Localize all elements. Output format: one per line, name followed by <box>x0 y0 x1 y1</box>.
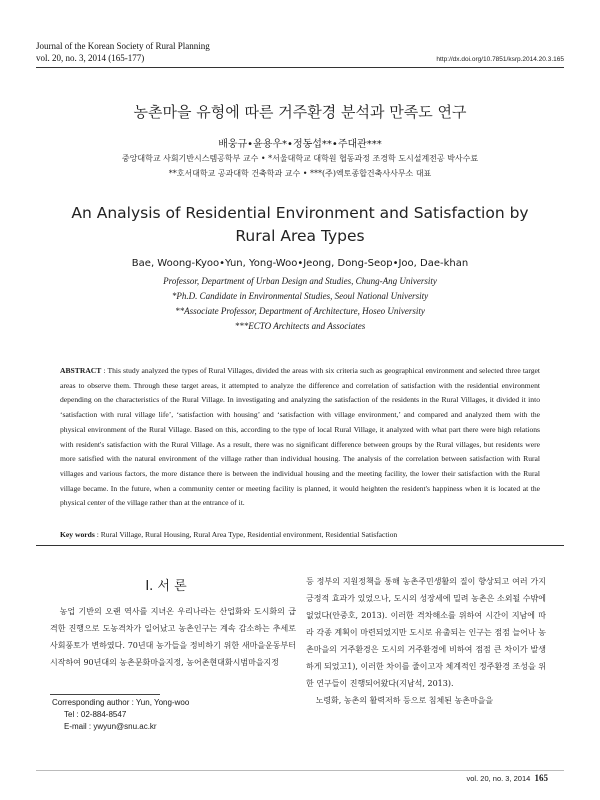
abstract-label: ABSTRACT <box>60 366 102 375</box>
journal-title: Journal of the Korean Society of Rural Planning <box>36 41 210 51</box>
journal-volume: vol. 20, no. 3, 2014 (165-177) <box>36 53 145 63</box>
page-number: 165 <box>534 773 548 783</box>
keywords-label: Key words <box>60 530 95 539</box>
body-paragraph-right-2: 노령화, 농촌의 활력저하 등으로 침체된 농촌마을을 <box>315 696 494 705</box>
english-title-line-2: Rural Area Types <box>235 227 365 245</box>
english-authors: Bae, Woong-Kyoo•Yun, Yong-Woo•Jeong, Dong-Seop•Joo, Dae-khan <box>131 258 469 269</box>
abstract-text: : This study analyzed the types of Rural Villages, divided the areas with six criteria such as geographical environment and selected three target areas to observe them. Through these target areas, it attempted to analyze the difference and correlation of satisfaction with the residential environment depending on the characteristics of the Rural Village. In investigating and analyzing the satisfaction of the residents in the Rural Villages, it divided it into ‘satisfaction with rural village life’, ‘satisfaction with housing’ and ‘satisfaction with village environment,’ and compared and analyzed them with the physical environment of the Rural Village. Based on this, according to the type of local Rural Village, it analyzed with what part there were high relations with resident's satisfaction with the Rural Village. As a result, there was no significant difference between groups by the Rural villages, but residents were more satisfied with the natural environment of the village rather than individual housing. The analysis of the correlation between satisfaction with Rural villages and various factors, the more distance there is between the individual housing and the meeting facility, the lower their satisfaction with the Rural village became. In the future, when a community center or meeting facility is planned, it would heighten the resident's happiness when it is located at the physical center of the village rather than at the entrance of it. <box>60 366 540 508</box>
footnote-rule <box>50 694 160 695</box>
korean-affiliation-1: 중앙대학교 사회기반시스템공학부 교수 • *서울대학교 대학원 협동과정 조경학 도시설계전공 박사수료 <box>121 154 479 163</box>
english-affiliation-4: ***ECTO Architects and Associates <box>234 321 366 331</box>
footnote-corresponding-author: Corresponding author : Yun, Yong-woo <box>52 698 190 707</box>
left-column <box>50 603 296 671</box>
header-rule <box>36 67 564 68</box>
english-affiliation-2: *Ph.D. Candidate in Environmental Studies, Seoul National University <box>171 291 429 301</box>
keywords-text: : Rural Village, Rural Housing, Rural Area Type, Residential environment, Residential Satisfaction <box>94 530 398 539</box>
doi-link[interactable]: http://dx.doi.org/10.7851/ksrp.2014.20.3.165 <box>436 56 564 63</box>
body-paragraph-left: 농업 기반의 오랜 역사를 지녀온 우리나라는 산업화와 도시화의 급격한 진행으로 도농격차가 일어났고 농촌인구는 계속 감소하는 추세로 사회풍토가 변하였다. 70년대 농가들을 정비하기 위한 새마을운동부터 시작하여 90년대의 농촌문화마을지정, 농어촌현대화시범마을지정 <box>50 607 296 667</box>
body-paragraph-right-1: 등 정부의 지원정책을 통해 농촌주민생활의 질이 향상되고 여러 가지 긍정적 효과가 있었으나, 도시의 성장세에 밀려 농촌은 소외될 수밖에 없었다(안중호, 2013). 이러한 격차해소를 위하여 시간이 지남에 따라 각종 계획이 마련되었지만 도시로 유출되는 인구는 점점 늘어나 농촌마을의 거주환경은 도시의 거주환경에 비하여 점점 큰 차이가 발생하게 되었고1), 이러한 차이를 줄이고자 체계적인 정주환경 조성을 위한 연구들이 진행되어왔다(지남석, 2013). <box>306 577 546 688</box>
footer-rule <box>36 770 564 771</box>
abstract <box>60 364 540 511</box>
footnote-email[interactable]: E-mail : ywyun@snu.ac.kr <box>64 722 157 731</box>
korean-title: 농촌마을 유형에 따른 거주환경 분석과 만족도 연구 <box>133 103 467 121</box>
section-title: I. 서 론 <box>145 579 187 594</box>
english-title-line-1: An Analysis of Residential Environment and Satisfaction by <box>71 204 529 222</box>
right-column <box>306 573 546 709</box>
keywords-rule <box>36 545 564 546</box>
korean-affiliation-2: **호서대학교 공과대학 건축학과 교수 • ***(주)엑토종합건축사사무소 대표 <box>168 169 432 178</box>
keywords <box>60 530 540 539</box>
footnote-tel: Tel : 02-884-8547 <box>64 710 127 719</box>
korean-authors: 배웅규•윤용우*•정동섭**•주대관*** <box>218 139 382 150</box>
english-affiliation-1: Professor, Department of Urban Design and Studies, Chung-Ang University <box>163 276 437 286</box>
english-affiliation-3: **Associate Professor, Department of Architecture, Hoseo University <box>175 306 425 316</box>
footer-volume: vol. 20, no. 3, 2014 <box>466 774 531 783</box>
page-footer <box>467 773 548 783</box>
